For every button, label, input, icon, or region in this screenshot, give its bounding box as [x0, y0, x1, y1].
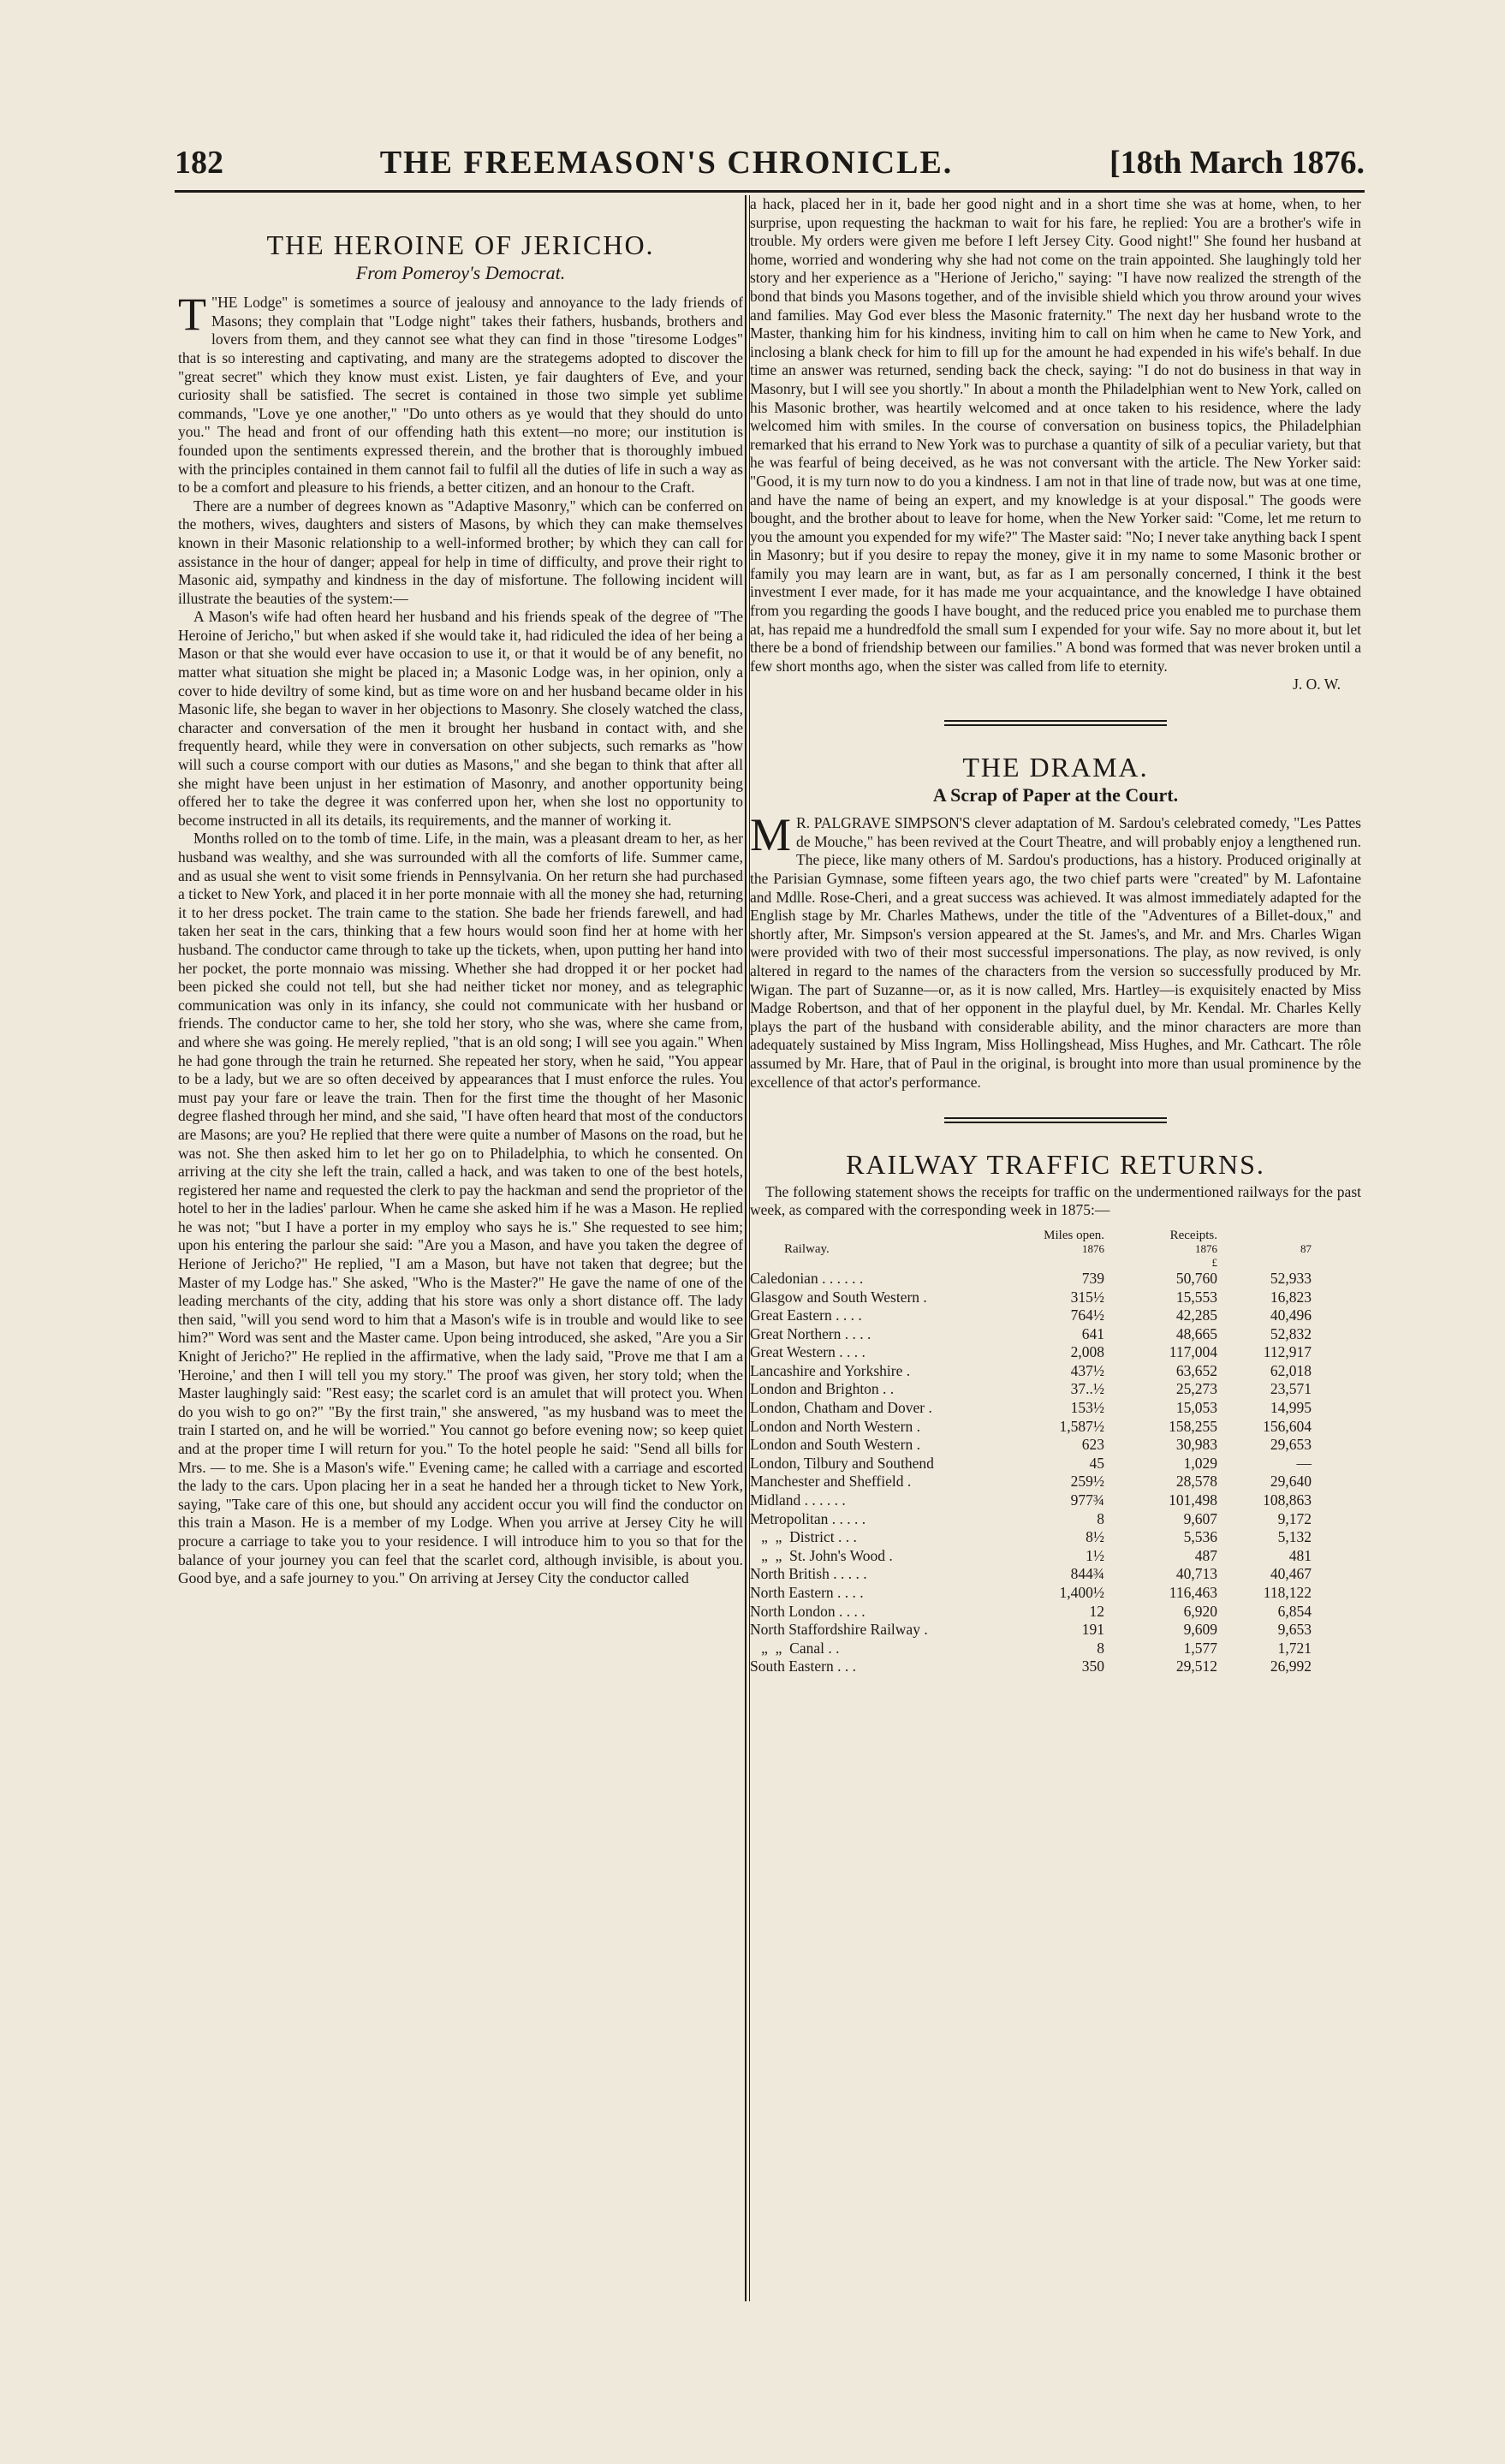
miles-open: 1,587½ [1059, 1417, 1104, 1435]
receipts-1875: 9,653 [1277, 1621, 1312, 1639]
miles-open: 8½ [1086, 1528, 1104, 1546]
receipts-1875: 40,496 [1270, 1306, 1312, 1324]
col-header-receipts-1875: 87 [1300, 1241, 1312, 1255]
receipts-1875: 9,172 [1277, 1509, 1312, 1527]
receipts-1876: 101,498 [1169, 1491, 1217, 1509]
publication-title: THE FREEMASON'S CHRONICLE. [379, 145, 954, 181]
receipts-1875: 52,832 [1270, 1324, 1312, 1342]
railway-name: North London . . . . [750, 1602, 866, 1620]
miles-open: 437½ [1070, 1361, 1104, 1379]
receipts-1876: 158,255 [1169, 1417, 1217, 1435]
table-row [750, 1362, 1361, 1381]
receipts-1875: 23,571 [1270, 1380, 1312, 1398]
heroine-signature: J. O. W. [1293, 676, 1341, 693]
heroine-paragraph-5: a hack, placed her in it, bade her good night and in a short time she was at home, when, to her surprise, upon requesting the hackman to wait for his fare, he replied: You are a brother's wife in trouble. My orders were given me before I left Jersey City. Good night!" She found her husband at home, worried and wondering why she had not come on the train appointed. She laughingly told her story and her experience as a "Herione of Jericho," saying: "I have now realized the strength of the bond that binds you Masons together, and of the invisible shield which you throw around your wives and families. May God ever bless the Masonic fraternity." The next day her husband wrote to the Master, thanking him for his kindness, inviting him to call on him when he came to New York, and inclosing a blank check for him to fill up for the amount he had expended in his wife's behalf. In due time an answer was returned, sending back the check, saying: "I do not do business in that way in Masonry, but I will see you shortly." In about a month the Philadelphian went to New York, called on his Masonic brother, was heartily welcomed and at once taken to his residence, where the lady welcomed him with smiles. In the course of conversation on business topics, the Philadelphian remarked that his errand to New York was to purchase a quantity of silk of a peculiar variety, but that he was fearful of being deceived, as he was not conversant with the article. The New Yorker said: "Good, it is my turn now to do you a kindness. I am not in that line of trade now, but was at one time, and have the name of being an expert, and my knowledge is at your disposal." The goods were bought, and the brother about to leave for home, when the New Yorker said: "Come, let me return to you the amount you expended for my wife?" The Master said: "No; I never take anything back I spent in Masonry; but if you desire to repay the money, give it in my name to some Masonic brother or family you may learn are in want, but, as far as I am personally concerned, I think it the best investment I ever made, for it has made me your acquaintance, and the knowledge I have obtained from you regarding the goods I have bought, and the reduced price you enabled me to purchase them at, has repaid me a hundredfold the small sum I expended for your wife. Say no more about it, but let there be a bond of friendship between our families." A bond was formed that was never broken until a few short months ago, when the sister was called from life to eternity. [750, 195, 1361, 675]
receipts-1876: 5,536 [1183, 1528, 1217, 1546]
receipts-1875: — [1296, 1454, 1312, 1472]
miles-open: 350 [1081, 1658, 1104, 1675]
miles-open: 45 [1089, 1454, 1104, 1472]
miles-open: 191 [1081, 1621, 1104, 1639]
right-column [750, 195, 1361, 2301]
receipts-1876: 25,273 [1175, 1380, 1217, 1398]
column-rule [745, 195, 747, 2301]
table-row [750, 1528, 1361, 1547]
railway-name: London and South Western . [750, 1436, 921, 1454]
table-row [750, 1289, 1361, 1307]
table-row [750, 1306, 1361, 1325]
railway-name: South Eastern . . . [750, 1658, 856, 1675]
heroine-paragraph-3: A Mason's wife had often heard her husband and his friends speak of the degree of "The Heroine of Jericho," but when asked if she would take it, had ridiculed the idea of her being a Mason or that she would ever have occasion to use it, or that it would be of any benefit, no matter what situation she might be placed in; a Masonic Lodge was, in her opinion, only a cover to hide deviltry of some kind, but as time wore on and her husband became older in his Masonic life, she began to waver in her objections to Masonry. She closely watched the class, character and conversation of the men it brought her husband in contact with, and she frequently heard, while they were in conversation on other subjects, such remarks as "how will such a course comport with our duties as Masons," and she began to think that after all she might have been unjust in her estimation of Masonry, and another opportunity being offered her to take the degree it was conferred upon her, when she lost no opportunity to become instructed in all its details, its requirements, and the manner of working it. [178, 608, 743, 829]
table-row [750, 1658, 1361, 1676]
table-row [750, 1547, 1361, 1566]
table-row [750, 1343, 1361, 1362]
receipts-1875: 6,854 [1277, 1602, 1312, 1620]
receipts-1875: 14,995 [1270, 1399, 1312, 1417]
receipts-1875: 118,122 [1263, 1584, 1312, 1601]
receipts-1876: 116,463 [1169, 1584, 1217, 1601]
table-row [750, 1640, 1361, 1658]
heroine-article-title: THE HEROINE OF JERICHO. [266, 229, 655, 260]
receipts-1875: 108,863 [1263, 1491, 1312, 1509]
table-row [750, 1325, 1361, 1344]
receipts-1876: 48,665 [1175, 1324, 1217, 1342]
table-row [750, 1603, 1361, 1622]
railway-intro: The following statement shows the receipts for traffic on the undermentioned railways for the past week, as compared with the corresponding week in 1875:— [750, 1182, 1361, 1219]
receipts-1876: 63,652 [1175, 1361, 1217, 1379]
railway-name: North British . . . . . [750, 1565, 867, 1583]
receipts-1876: 28,578 [1175, 1473, 1217, 1491]
railway-name: North Staffordshire Railway . [750, 1621, 928, 1639]
drama-dropcap: M [750, 809, 792, 861]
receipts-1876: 40,713 [1175, 1565, 1217, 1583]
miles-open: 1,400½ [1059, 1584, 1104, 1601]
receipts-1876: 42,285 [1175, 1306, 1217, 1324]
table-row [750, 1510, 1361, 1529]
receipts-1875: 156,604 [1263, 1417, 1312, 1435]
receipts-1876: 9,607 [1183, 1509, 1217, 1527]
receipts-1876: 1,577 [1183, 1639, 1217, 1657]
table-row [750, 1455, 1361, 1473]
railway-name: North Eastern . . . . [750, 1584, 864, 1601]
receipts-1875: 112,917 [1263, 1343, 1312, 1361]
receipts-1875: 62,018 [1270, 1361, 1312, 1379]
table-row [750, 1399, 1361, 1418]
receipts-1875: 16,823 [1270, 1288, 1312, 1306]
miles-open: 1½ [1086, 1546, 1104, 1564]
railway-name: Lancashire and Yorkshire . [750, 1361, 911, 1379]
railway-name: Manchester and Sheffield . [750, 1473, 912, 1491]
receipts-1875: 1,721 [1277, 1639, 1312, 1657]
miles-open: 259½ [1070, 1473, 1104, 1491]
miles-open: 739 [1081, 1269, 1104, 1287]
railway-name: Great Western . . . . [750, 1343, 866, 1361]
miles-open: 844¾ [1070, 1565, 1104, 1583]
railway-name: London, Tilbury and Southend [750, 1454, 934, 1472]
table-row [750, 1565, 1361, 1584]
drama-article-title: THE DRAMA. [962, 752, 1149, 783]
miles-open: 2,008 [1070, 1343, 1104, 1361]
section-divider [944, 720, 1167, 726]
miles-open: 641 [1081, 1324, 1104, 1342]
table-row [750, 1270, 1361, 1289]
miles-open: 153½ [1070, 1399, 1104, 1417]
miles-open: 315½ [1070, 1288, 1104, 1306]
table-row [750, 1436, 1361, 1455]
receipts-1876: 117,004 [1169, 1343, 1217, 1361]
railway-name: „ „ Canal . . [750, 1639, 840, 1657]
railway-name: Glasgow and South Western . [750, 1288, 927, 1306]
railway-table-header [750, 1229, 1361, 1270]
miles-open: 623 [1081, 1436, 1104, 1454]
receipts-1875: 29,653 [1270, 1436, 1312, 1454]
railway-name: London and North Western . [750, 1417, 920, 1435]
receipts-1875: 26,992 [1270, 1658, 1312, 1675]
railway-name: Caledonian . . . . . . [750, 1269, 864, 1287]
receipts-1876: 29,512 [1175, 1658, 1217, 1675]
receipts-1875: 29,640 [1270, 1473, 1312, 1491]
receipts-1876: 30,983 [1175, 1436, 1217, 1454]
receipts-1876: 1,029 [1183, 1454, 1217, 1472]
table-row [750, 1418, 1361, 1437]
left-column [178, 195, 743, 2301]
railway-name: Great Eastern . . . . [750, 1306, 862, 1324]
col-header-miles: Miles open. 1876 [1044, 1228, 1104, 1255]
heroine-paragraph-1: T "HE Lodge" is sometimes a source of jealousy and annoyance to the lady friends of Masons; they complain that "Lodge night" takes their fathers, husbands, brothers and lovers from them, and they cannot see what they can find in those "tiresome Lodges" that is so interesting and captivating, and many are the strategems adopted to discover the "great secret" which they know must exist. Listen, ye fair daughters of Eve, and your curiosity shall be satisfied. The secret is contained in those two simple yet sublime commands, "Love ye one another," "Do unto others as ye would that they should do unto you." The head and front of our offending hath this extent—no more; our institution is founded upon the sentiments expressed therein, and the brother that is thoroughly imbued with the principles contained in them cannot fail to fulfil all the duties of life in such a way as to be a comfort and pleasure to his friends, a better citizen, and an honour to the Craft. [178, 289, 743, 497]
railway-name: Metropolitan . . . . . [750, 1509, 866, 1527]
heroine-paragraph-2: There are a number of degrees known as "Adaptive Masonry," which can be conferred on the mothers, wives, daughters and sisters of Masons, by which they can make themselves known in their Masonic relationship to a well-informed brother; by which they can call for assistance in the hour of danger; appeal for help in time of difficulty, and prove their right to Masonic aid, sympathy and kindness in the day of misfortune. The following incident will illustrate the beauties of the system:— [178, 497, 743, 607]
page-number: 182 [175, 145, 223, 181]
miles-open: 12 [1089, 1602, 1104, 1620]
drama-paragraph: M R. PALGRAVE SIMPSON'S clever adaptation of M. Sardou's celebrated comedy, "Les Pattes de Mouche," has been revived at the Court Theatre, and will probably enjoy a lengthened run. The piece, like many others of M. Sardou's productions, has a history. Produced originally at the Parisian Gymnase, some fifteen years ago, the two chief parts were "created" by M. Lafontaine and Mdlle. Rose-Cheri, and a great success was achieved. It was almost immediately adapted for the English stage by Mr. Charles Mathews, under the title of the "Adventures of a Billet-doux," and shortly after, Mr. Simpson's version appeared at the St. James's, and Mr. and Mrs. Charles Wigan were provided with two of their most successful impersonations. The play, as now revived, is only altered in regard to the names of the characters from the version so successfully produced by Mr. Wigan. The part of Suzanne—or, as it is now called, Mrs. Hartley—is exquisitely enacted by Miss Madge Robertson, and that of her opponent in the playful duel, by Mr. Kendal. Mr. Charles Kelly plays the part of the husband with considerable ability, and the minor characters are more than adequately sustained by Miss Ingram, Miss Hollingshead, Miss Hughes, and Mr. Cathcart. The rôle assumed by Mr. Hare, that of Paul in the original, is brought into more than usual prominence by the excellence of that actor's performance. [750, 809, 1361, 1091]
railway-name: „ „ St. John's Wood . [750, 1546, 893, 1564]
section-divider-2 [944, 1117, 1167, 1123]
table-row [750, 1621, 1361, 1640]
miles-open: 764½ [1070, 1306, 1104, 1324]
receipts-1876: 50,760 [1175, 1269, 1217, 1287]
heroine-paragraph-4: Months rolled on to the tomb of time. Life, in the main, was a pleasant dream to her, as her husband was wealthy, and she was surrounded with all the comforts of life. Summer came, and as usual she went to visit some friends in Pennsylvania. On her return she had purchased a ticket to New York, and placed it in her porte monnaie with all the money she had, returning it to her dress pocket. The train came to the station. She bade her friends farewell, and had taken her seat in the cars, thinking that a few hours would soon find her at home with her husband. The conductor came through to take up the tickets, when, upon putting her hand into her pocket, the porte monnaio was missing. Whether she had dropped it or her pocket had been picked she could not tell, but she had neither ticket nor money, and as telegraphic communication was only in its infancy, she could not communicate with her husband or friends. The conductor came to her, she told her story, who she was, where she came from, and where she was going. He merely replied, "that is an old song; I will see you again." When he had gone through the train he returned. She repeated her story, when he said, "You appear to be a lady, but we are so often deceived by appearances that I must enforce the rules. You must pay your fare or leave the train. Then for the first time the thought of her Masonic degree flashed through her mind, and she said, "I have often heard that most of the conductors are Masons; are you? He replied that there were quite a number of Masons on the road, but he was not. She then asked him to let her go on to Philadelphia, to which he consented. On arriving at the city she left the train, called a hack, and was taken to one of the best hotels, registered her name and requested the clerk to pay the hackman and send the proprietor of the hotel to her in the ladies' parlour. When he came she asked him if he was a Mason. He replied he was not; "but I have a porter in my employ who says he is." She requested to see him; upon his entering the parlour she said: "Are you a Mason, and have you taken the degree of Herione of Jericho?" He replied, "I am a Mason, but have not taken that degree; but the Master of my Lodge has." She asked, "Who is the Master?" He gave the name of one of the leading merchants of the city, adding that his store was only a short distance off. The lady then said, "will you send word to him that a Mason's wife is in trouble and would like to see him?" Word was sent and the Master came. Upon being introduced, she asked, "Are you a Sir Knight of Jericho?" He replied in the affirmative, when the lady said, "Prove me that I am a 'Heroine,' and then I will tell you my story." The proof was given, her story told; when the Master laughingly said: "Rest easy; the scarlet cord is an amulet that will protect you. When do you wish to go on?" "By the first train," she answered, "as my husband was to meet the train I started on, and he will be worried." You cannot go before evening now; so keep quiet and at the proper time I will return for you." To the hotel people he said: "Send all bills for Mrs. — to me. She is a Mason's wife." Evening came; he called with a carriage and escorted the lady to the cars. Upon placing her in a seat he handed her a through ticket to New York, saying, "Take care of this one, but should any accident occur you will find the conductor on this train a Mason. He is a member of my Lodge. When you arrive at Jersey City he will procure a carriage to take you to your residence. I will introduce him to you so that for the balance of your journey you can feel that the scarlet cord, although invisible, is about you. Good bye, and a safe journey to you." On arriving at Jersey City the conductor called [178, 830, 743, 1587]
table-row [750, 1380, 1361, 1399]
railway-article-title: RAILWAY TRAFFIC RETURNS. [846, 1149, 1265, 1181]
receipts-1876: 487 [1194, 1546, 1217, 1564]
miles-open: 977¾ [1070, 1491, 1104, 1509]
miles-open: 8 [1097, 1639, 1104, 1657]
railway-name: Midland . . . . . . [750, 1491, 846, 1509]
heroine-dropcap: T [178, 289, 206, 341]
col-header-railway: Railway. [784, 1241, 830, 1256]
railway-name: Great Northern . . . . [750, 1324, 871, 1342]
miles-open: 37..½ [1070, 1380, 1104, 1398]
issue-date: [18th March 1876. [1109, 145, 1365, 181]
table-row [750, 1473, 1361, 1491]
railway-name: London and Brighton . . [750, 1380, 895, 1398]
receipts-1876: 9,609 [1183, 1621, 1217, 1639]
receipts-1875: 40,467 [1270, 1565, 1312, 1583]
railway-table-body [750, 1270, 1361, 1676]
receipts-1876: 15,553 [1175, 1288, 1217, 1306]
receipts-1876: 6,920 [1183, 1602, 1217, 1620]
receipts-1875: 481 [1288, 1546, 1312, 1564]
miles-open: 8 [1097, 1509, 1104, 1527]
table-row [750, 1584, 1361, 1603]
drama-subtitle: A Scrap of Paper at the Court. [932, 783, 1179, 806]
heroine-byline: From Pomeroy's Democrat. [355, 261, 566, 283]
railway-name: London, Chatham and Dover . [750, 1399, 932, 1417]
receipts-1876: 15,053 [1175, 1399, 1217, 1417]
col-header-receipts-1876: Receipts. 1876 £ [1169, 1228, 1217, 1269]
railway-name: „ „ District . . . [750, 1528, 857, 1546]
masthead [175, 144, 1365, 193]
receipts-1875: 52,933 [1270, 1269, 1312, 1287]
table-row [750, 1491, 1361, 1510]
receipts-1875: 5,132 [1277, 1528, 1312, 1546]
